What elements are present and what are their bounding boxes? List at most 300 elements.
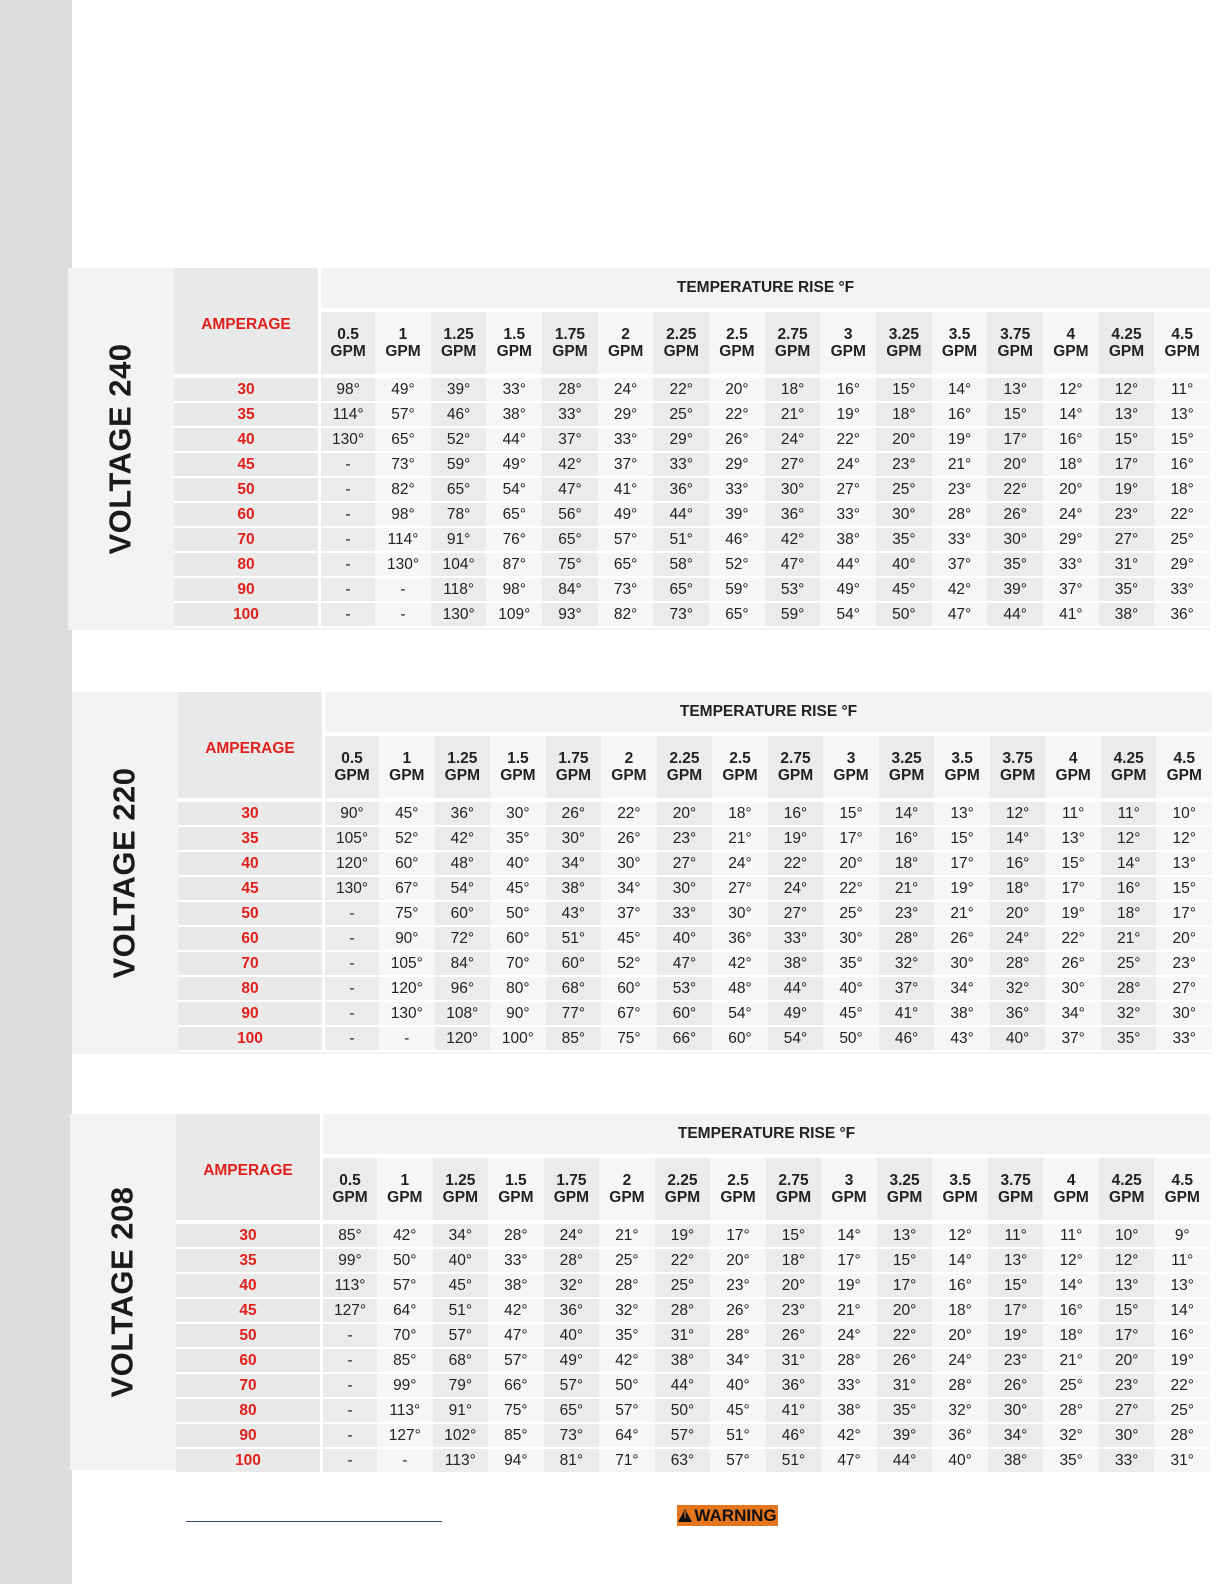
temperature-cell: 28° [599,1273,655,1298]
voltage-220-table [178,692,1212,1052]
temperature-cell: 51° [766,1448,822,1473]
flow-header-cell [823,734,879,800]
flow-rate-value: 3.75 [1000,326,1031,343]
temperature-cell: 64° [377,1298,433,1323]
temperature-cell: 79° [433,1373,489,1398]
temperature-cell: 77° [546,1001,602,1026]
flow-header-cell [486,310,542,376]
flow-rate-value: 3 [844,1172,854,1189]
amperage-cell: 70 [176,1373,322,1398]
temperature-cell: 53° [765,577,821,602]
flow-rate-value: 1.75 [558,750,589,767]
flow-header-row [178,734,1212,800]
flow-header-cell [1099,310,1155,376]
temperature-rise-header: TEMPERATURE RISE °F [324,692,1213,734]
amperage-cell: 90 [174,577,320,602]
flow-rate-value: 1.75 [556,1172,587,1189]
temperature-cell: 49° [486,452,542,477]
temperature-cell: 22° [877,1323,933,1348]
temperature-cell: 90° [324,800,380,826]
temperature-cell: 114° [320,402,376,427]
temperature-cell: 24° [598,376,654,402]
temperature-cell: 52° [601,951,657,976]
table-title-row [176,1114,1210,1156]
flow-rate-value: 3.25 [891,750,922,767]
temperature-cell: 46° [879,1026,935,1051]
temperature-cell: 31° [655,1323,711,1348]
temperature-cell: 91° [431,527,487,552]
temperature-cell: 35° [1043,1448,1099,1473]
temperature-cell: 45° [710,1398,766,1423]
flow-unit: GPM [1166,767,1202,784]
temperature-cell: 71° [599,1448,655,1473]
table-row [174,502,1210,527]
temperature-cell: 40° [990,1026,1046,1051]
temperature-cell: 65° [653,577,709,602]
temperature-cell: 15° [987,402,1043,427]
flow-header-cell [546,734,602,800]
temperature-cell: 18° [765,376,821,402]
temperature-cell: - [320,602,376,627]
flow-rate-value: 2.5 [726,326,748,343]
flow-unit: GPM [332,1189,368,1206]
temperature-cell: 44° [877,1448,933,1473]
temperature-cell: 17° [987,427,1043,452]
temperature-cell: 21° [879,876,935,901]
temperature-cell: 18° [879,851,935,876]
temperature-cell: - [324,926,380,951]
table-row [178,1001,1212,1026]
amperage-cell: 35 [176,1248,322,1273]
temperature-cell: - [324,976,380,1001]
temperature-cell: - [324,901,380,926]
temperature-cell: 20° [877,1298,933,1323]
flow-unit: GPM [1055,767,1091,784]
flow-rate-value: 2.75 [780,750,811,767]
temperature-cell: 23° [876,452,932,477]
temperature-cell: 57° [488,1348,544,1373]
temperature-cell: 113° [433,1448,489,1473]
flow-unit: GPM [552,343,588,360]
temperature-cell: 13° [1154,1273,1210,1298]
temperature-cell: 38° [934,1001,990,1026]
temperature-cell: 15° [876,376,932,402]
temperature-cell: 25° [1043,1373,1099,1398]
temperature-cell: 33° [598,427,654,452]
temperature-cell: 20° [987,452,1043,477]
warning-label: WARNING [694,1505,777,1525]
temperature-cell: 19° [820,402,876,427]
temperature-cell: 39° [431,376,487,402]
temperature-cell: - [324,951,380,976]
flow-header-cell [433,1156,489,1222]
temperature-cell: 59° [709,577,765,602]
temperature-cell: 68° [546,976,602,1001]
temperature-cell: 94° [488,1448,544,1473]
amperage-cell: 100 [174,602,320,627]
flow-unit: GPM [1108,343,1145,360]
temperature-cell: 47° [821,1448,877,1473]
flow-unit: GPM [997,343,1033,360]
voltage-240-block [68,268,1210,630]
flow-header-cell [324,734,380,800]
flow-header-cell [431,310,487,376]
flow-unit: GPM [997,1189,1034,1206]
flow-unit: GPM [775,1189,812,1206]
table-row [176,1423,1210,1448]
temperature-cell: 114° [375,527,431,552]
temperature-cell: 64° [599,1423,655,1448]
temperature-cell: 19° [932,427,988,452]
temperature-cell: 24° [820,452,876,477]
flow-unit: GPM [1053,343,1089,360]
temperature-cell: 38° [655,1348,711,1373]
temperature-cell: 91° [433,1398,489,1423]
temperature-cell: 24° [821,1323,877,1348]
temperature-cell: 30° [490,800,546,826]
temperature-cell: 57° [377,1273,433,1298]
temperature-cell: 11° [1101,800,1157,826]
temperature-cell: 52° [709,552,765,577]
temperature-cell: 27° [1156,976,1212,1001]
temperature-cell: 41° [879,1001,935,1026]
temperature-cell: - [320,502,376,527]
temperature-cell: 46° [709,527,765,552]
flow-unit: GPM [553,1189,590,1206]
temperature-cell: 50° [655,1398,711,1423]
temperature-cell: 14° [1043,1273,1099,1298]
flow-header-cell [322,1156,378,1222]
amperage-cell: 50 [178,901,324,926]
flow-header-cell [765,310,821,376]
temperature-cell: 73° [375,452,431,477]
flow-unit: GPM [999,767,1036,784]
flow-rate-value: 2.25 [669,750,700,767]
temperature-cell: 12° [1099,1248,1155,1273]
temperature-cell: 21° [932,452,988,477]
flow-rate-value: 2.75 [777,326,808,343]
temperature-cell: 32° [990,976,1046,1001]
voltage-220-label: VOLTAGE 220 [107,767,143,979]
temperature-cell: 20° [709,376,765,402]
temperature-rise-header: TEMPERATURE RISE °F [322,1114,1211,1156]
temperature-cell: 65° [598,552,654,577]
temperature-cell: - [322,1373,378,1398]
table-row [178,800,1212,826]
flow-header-cell [821,1156,877,1222]
amperage-cell: 40 [174,427,320,452]
temperature-cell: 19° [768,826,824,851]
temperature-cell: 20° [710,1248,766,1273]
flow-unit: GPM [941,343,978,360]
temperature-cell: 17° [1045,876,1101,901]
flow-rate-value: 3 [846,750,856,767]
temperature-cell: 47° [542,477,598,502]
temperature-cell: 14° [1101,851,1157,876]
temperature-cell: 59° [431,452,487,477]
page-margin-bar [0,0,72,1584]
flow-rate-value: 2 [624,750,634,767]
temperature-cell: 16° [990,851,1046,876]
temperature-cell: 98° [320,376,376,402]
temperature-cell: 24° [765,427,821,452]
flow-header-cell [320,310,376,376]
temperature-cell: 127° [322,1298,378,1323]
table-row [176,1323,1210,1348]
temperature-cell: 41° [1043,602,1099,627]
temperature-cell: 17° [877,1273,933,1298]
temperature-cell: 80° [490,976,546,1001]
flow-unit: GPM [886,1189,923,1206]
flow-unit: GPM [609,1189,645,1206]
temperature-cell: 13° [988,1248,1044,1273]
temperature-cell: 44° [655,1373,711,1398]
temperature-cell: 21° [821,1298,877,1323]
temperature-cell: 43° [934,1026,990,1051]
table-title-row [178,692,1212,734]
temperature-cell: 40° [544,1323,600,1348]
flow-unit: GPM [496,343,532,360]
temperature-cell: 9° [1154,1222,1210,1248]
amperage-cell: 30 [176,1222,322,1248]
temperature-cell: 40° [876,552,932,577]
temperature-cell: 17° [821,1248,877,1273]
temperature-cell: 53° [657,976,713,1001]
amperage-cell: 40 [176,1273,322,1298]
temperature-cell: 37° [598,452,654,477]
temperature-cell: 33° [1099,1448,1155,1473]
amperage-cell: 80 [178,976,324,1001]
temperature-cell: 14° [879,800,935,826]
temperature-cell: 39° [987,577,1043,602]
temperature-cell: 21° [1043,1348,1099,1373]
temperature-cell: 37° [932,552,988,577]
temperature-cell: 32° [1101,1001,1157,1026]
temperature-cell: 10° [1156,800,1212,826]
temperature-cell: 120° [435,1026,491,1051]
temperature-cell: 65° [544,1398,600,1423]
flow-rate-value: 0.5 [339,1172,361,1189]
temperature-cell: 14° [990,826,1046,851]
temperature-cell: 85° [546,1026,602,1051]
voltage-208-label: VOLTAGE 208 [105,1186,141,1398]
temperature-cell: 130° [375,552,431,577]
temperature-cell: 118° [431,577,487,602]
temperature-cell: 18° [1101,901,1157,926]
temperature-cell: 23° [932,477,988,502]
flow-header-row [174,310,1210,376]
temperature-cell: 15° [1099,427,1155,452]
flow-rate-value: 1.75 [554,326,586,343]
temperature-cell: 18° [1154,477,1210,502]
flow-header-row [176,1156,1210,1222]
temperature-cell: 16° [1101,876,1157,901]
temperature-cell: 38° [486,402,542,427]
temperature-cell: 75° [488,1398,544,1423]
temperature-cell: 21° [1101,926,1157,951]
temperature-cell: 127° [377,1423,433,1448]
temperature-cell: 90° [379,926,435,951]
temperature-cell: 130° [320,427,376,452]
table-title-row [174,268,1210,310]
flow-header-cell [653,310,709,376]
temperature-cell: 49° [375,376,431,402]
temperature-cell: 44° [486,427,542,452]
amperage-cell: 90 [178,1001,324,1026]
temperature-cell: 73° [653,602,709,627]
flow-unit: GPM [1164,343,1200,360]
flow-header-cell [987,310,1043,376]
temperature-cell: 105° [324,826,380,851]
temperature-cell: 13° [1156,851,1212,876]
temperature-cell: 28° [542,376,598,402]
temperature-cell: 16° [1154,452,1210,477]
flow-header-cell [820,310,876,376]
temperature-cell: 35° [490,826,546,851]
temperature-cell: 67° [601,1001,657,1026]
amperage-cell: 70 [174,527,320,552]
table-row [174,402,1210,427]
temperature-cell: 45° [490,876,546,901]
flow-header-cell [709,310,765,376]
temperature-cell: 15° [934,826,990,851]
temperature-cell: 42° [435,826,491,851]
flow-unit: GPM [719,343,755,360]
temperature-cell: - [322,1398,378,1423]
temperature-cell: - [324,1026,380,1051]
temperature-cell: 120° [379,976,435,1001]
temperature-cell: 20° [657,800,713,826]
amperage-header: AMPERAGE [174,310,320,376]
temperature-cell: 36° [990,1001,1046,1026]
temperature-cell: 45° [823,1001,879,1026]
voltage-240-table [174,268,1210,628]
temperature-cell: 36° [932,1423,988,1448]
temperature-cell: 38° [488,1273,544,1298]
temperature-cell: 19° [1154,1348,1210,1373]
flow-header-cell [710,1156,766,1222]
temperature-cell: 11° [1043,1222,1099,1248]
flow-unit: GPM [1111,767,1147,784]
temperature-cell: 39° [877,1423,933,1448]
table-row [178,926,1212,951]
temperature-cell: 35° [1099,577,1155,602]
flow-header-cell [379,734,435,800]
temperature-cell: 27° [765,452,821,477]
temperature-cell: 104° [431,552,487,577]
temperature-cell: 105° [379,951,435,976]
table-row [176,1273,1210,1298]
temperature-cell: 24° [768,876,824,901]
temperature-cell: 22° [1045,926,1101,951]
temperature-cell: 33° [1043,552,1099,577]
temperature-cell: - [320,552,376,577]
temperature-cell: 16° [1043,1298,1099,1323]
temperature-cell: 20° [1043,477,1099,502]
temperature-cell: 22° [653,376,709,402]
temperature-cell: 54° [486,477,542,502]
flow-header-cell [488,1156,544,1222]
temperature-cell: 12° [1099,376,1155,402]
flow-header-cell [932,1156,988,1222]
flow-header-cell [1154,1156,1210,1222]
temperature-cell: 32° [544,1273,600,1298]
flow-rate-value: 3 [843,326,853,343]
temperature-cell: 12° [1043,1248,1099,1273]
temperature-cell: 75° [542,552,598,577]
temperature-cell: 26° [546,800,602,826]
temperature-cell: 82° [598,602,654,627]
table-row [174,602,1210,627]
temperature-cell: 66° [657,1026,713,1051]
flow-rate-value: 4 [1066,1172,1076,1189]
temperature-cell: 34° [934,976,990,1001]
temperature-cell: 17° [710,1222,766,1248]
flow-rate-value: 4 [1066,326,1076,343]
temperature-cell: 47° [657,951,713,976]
amperage-cell: 30 [174,376,320,402]
flow-rate-value: 0.5 [341,750,363,767]
temperature-cell: 24° [990,926,1046,951]
table-row [174,577,1210,602]
flow-header-cell [934,734,990,800]
temperature-cell: 22° [1154,1373,1210,1398]
temperature-cell: 85° [322,1222,378,1248]
flow-unit: GPM [500,767,536,784]
temperature-cell: 35° [1101,1026,1157,1051]
temperature-cell: 20° [823,851,879,876]
temperature-cell: 65° [486,502,542,527]
flow-rate-value: 1.5 [507,750,529,767]
temperature-cell: 14° [821,1222,877,1248]
temperature-cell: 20° [932,1323,988,1348]
temperature-cell: 81° [544,1448,600,1473]
temperature-cell: 33° [1154,577,1210,602]
flow-unit: GPM [944,767,980,784]
voltage-240-label: VOLTAGE 240 [103,343,139,555]
temperature-cell: 36° [435,800,491,826]
flow-rate-value: 3.5 [949,1172,971,1189]
temperature-cell: 19° [1045,901,1101,926]
temperature-cell: 60° [379,851,435,876]
temperature-cell: 40° [657,926,713,951]
temperature-cell: 13° [1099,1273,1155,1298]
temperature-cell: 26° [601,826,657,851]
temperature-cell: 47° [765,552,821,577]
temperature-cell: 57° [599,1398,655,1423]
flow-unit: GPM [886,343,922,360]
temperature-cell: 60° [712,1026,768,1051]
temperature-cell: 13° [934,800,990,826]
temperature-cell: 38° [820,527,876,552]
flow-header-cell [377,1156,433,1222]
temperature-cell: - [322,1323,378,1348]
temperature-cell: 99° [377,1373,433,1398]
temperature-cell: 26° [877,1348,933,1373]
temperature-cell: 40° [710,1373,766,1398]
temperature-cell: 11° [1154,376,1210,402]
temperature-cell: 26° [934,926,990,951]
temperature-cell: 66° [488,1373,544,1398]
temperature-cell: 21° [712,826,768,851]
flow-header-cell [542,310,598,376]
amperage-cell: 80 [176,1398,322,1423]
temperature-cell: 75° [601,1026,657,1051]
temperature-cell: 26° [766,1323,822,1348]
temperature-cell: 14° [1154,1298,1210,1323]
table-row [178,876,1212,901]
temperature-cell: 38° [1099,602,1155,627]
